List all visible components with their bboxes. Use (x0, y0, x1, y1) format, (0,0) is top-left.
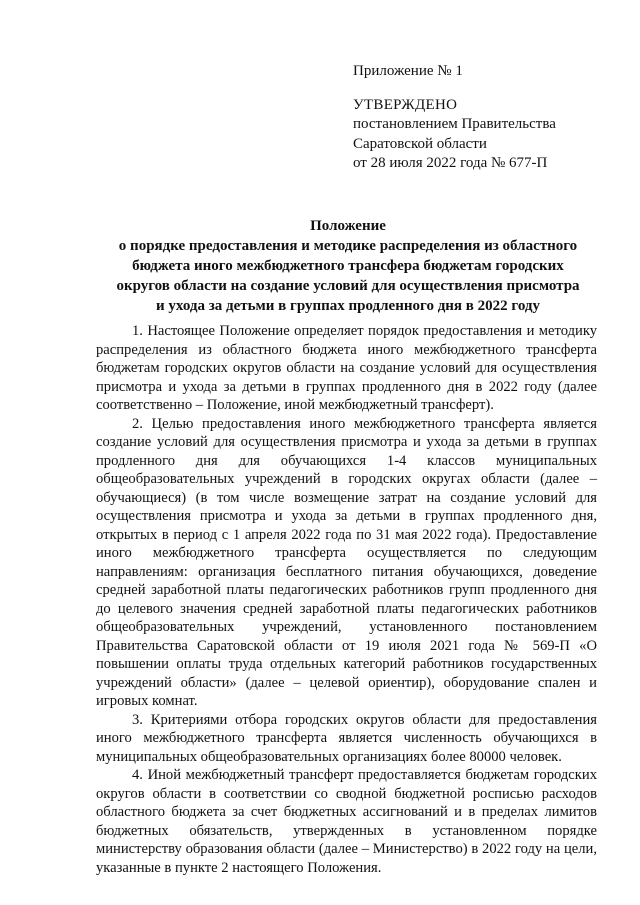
title-line-4: округов области на создание условий для осуществления присмотра (116, 278, 580, 294)
paragraph-3: 3. Критериями отбора городских округов области для предоставления иного межбюджетного трансферта является численность обучающихся в муниципальных общеобразовательных организациях более 80000 человек. (96, 711, 597, 765)
approval-line-2: Саратовской области (353, 135, 487, 152)
approval-line-1: постановлением Правительства (353, 116, 556, 132)
paragraph-2: 2. Целью предоставления иного межбюджетного трансферта является создание условий для осуществления присмотра и ухода за детьми в группах продленного дня для обучающихся 1-4 классов муниципальных общеобразовательных учреждений в городских округах области (далее – обучающиеся) (в том числе возмещение затрат на создание условий для осуществления присмотра и ухода за детьми в группах продленного дня, открытых в период с 1 апреля 2022 года по 31 мая 2022 года). Предоставление иного межбюджетного трансферта осуществляется по следующим направлениям: организация бесплатного питания обучающихся, доведение средней заработной платы педагогических работников групп продленного дня до целевого значения средней заработной платы педагогических работников общеобразовательных учреждений, установленного постановлением Правительства Саратовской области от 19 июля 2021 года № 569-П «О повышении оплаты труда отдельных категорий работников государственных учреждений области» (далее – целевой ориентир), оборудование спален и игровых комнат. (96, 415, 597, 709)
document-body (96, 322, 597, 877)
paragraph-1: 1. Настоящее Положение определяет порядок предоставления и методику распределения из областного бюджета иного межбюджетного трансферта бюджетам городских округов области на создание условий для осуществления присмотра и ухода за детьми в группах продленного дня в 2022 году (далее соответственно – Положение, иной межбюджетный трансферт). (96, 323, 597, 413)
approval-line-3: от 28 июля 2022 года № 677-П (353, 155, 548, 171)
approved-label: УТВЕРЖДЕНО (353, 96, 458, 113)
title-line-1: Положение (310, 218, 386, 234)
approval-block (353, 62, 623, 174)
document-title (88, 216, 608, 316)
title-line-3: бюджета иного межбюджетного трансфера бюджетам городских (132, 258, 564, 274)
title-line-2: о порядке предоставления и методике распределения из областного (118, 238, 578, 254)
title-line-5: и ухода за детьми в группах продленного дня в 2022 году (156, 298, 540, 314)
paragraph-4: 4. Иной межбюджетный трансферт предоставляется бюджетам городских округов области в соответствии со сводной бюджетной росписью расходов областного бюджета за счет бюджетных ассигнований и в пределах лимитов бюджетных обязательств, утвержденных в установленном порядке министерству образования области (далее – Министерство) в 2022 году на цели, указанные в пункте 2 настоящего Положения. (96, 767, 597, 876)
appendix-label: Приложение № 1 (353, 63, 463, 79)
